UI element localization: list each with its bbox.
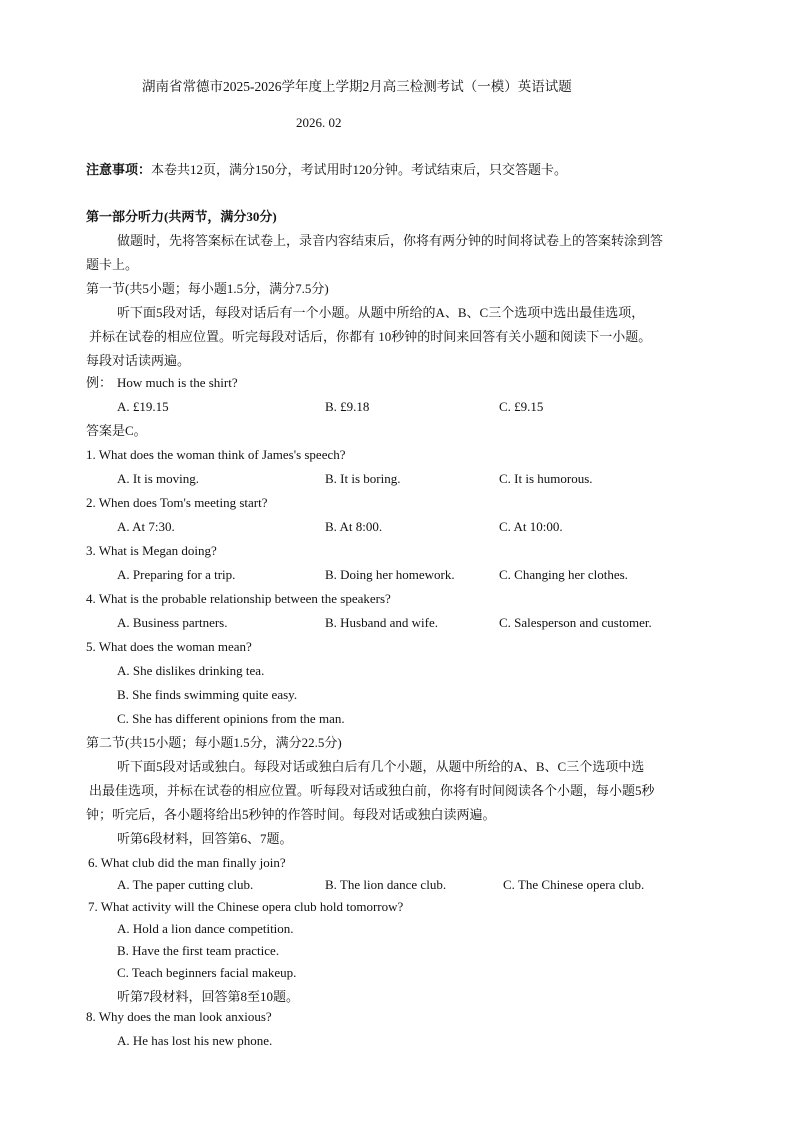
section1-instruction-line2: 并标在试卷的相应位置。听完每段对话后，你都有 10秒钟的时间来回答有关小题和阅读下一小题。: [89, 329, 652, 344]
question-6-option-c: C. The Chinese opera club.: [503, 877, 645, 892]
question-7-option-b: B. Have the first team practice.: [117, 943, 280, 958]
question-7: 7. What activity will the Chinese opera club hold tomorrow?: [88, 899, 404, 914]
example-option-c: C. £9.15: [499, 399, 544, 414]
question-5-option-b: B. She finds swimming quite easy.: [117, 687, 298, 702]
question-8-option-a: A. He has lost his new phone.: [117, 1033, 273, 1048]
exam-date: 2026. 02: [296, 115, 342, 130]
question-2-option-c: C. At 10:00.: [499, 519, 563, 534]
question-3-option-c: C. Changing her clothes.: [499, 567, 628, 582]
question-5-option-a: A. She dislikes drinking tea.: [117, 663, 265, 678]
section1-heading: 第一节(共5小题；每小题1.5分，满分7.5分): [86, 281, 329, 296]
question-2-option-b: B. At 8:00.: [325, 519, 383, 534]
question-5-option-c: C. She has different opinions from the man.: [117, 711, 345, 726]
question-6-option-b: B. The lion dance club.: [325, 877, 447, 892]
question-4-option-c: C. Salesperson and customer.: [499, 615, 652, 630]
question-7-option-c: C. Teach beginners facial makeup.: [117, 965, 297, 980]
exam-title: 湖南省常德市2025-2026学年度上学期2月高三检测考试（一模）英语试题: [142, 79, 572, 94]
section2-instruction-line2: 出最佳选项，并标在试卷的相应位置。听每段对话或独白前，你将有时间阅读各个小题，每小题5秒: [89, 783, 655, 798]
question-2: 2. When does Tom's meeting start?: [86, 495, 268, 510]
section2-instruction-line3: 钟；听完后，各小题将给出5秒钟的作答时间。每段对话或独白读两遍。: [86, 807, 496, 822]
question-3-option-a: A. Preparing for a trip.: [117, 567, 236, 582]
example-option-b: B. £9.18: [325, 399, 370, 414]
section2-heading: 第二节(共15小题；每小题1.5分，满分22.5分): [86, 735, 342, 750]
question-3-option-b: B. Doing her homework.: [325, 567, 455, 582]
material-6-instruction: 听第6段材料，回答第6、7题。: [117, 831, 293, 846]
question-4-option-a: A. Business partners.: [117, 615, 228, 630]
notice-text: 本卷共12页，满分150分，考试用时120分钟。考试结束后，只交答题卡。: [151, 162, 568, 177]
section2-instruction-line1: 听下面5段对话或独白。每段对话或独白后有几个小题，从题中所给的A、B、C三个选项中选: [117, 759, 645, 774]
example-label: 例：: [86, 375, 113, 390]
section1-instruction-line1: 听下面5段对话，每段对话后有一个小题。从题中所给的A、B、C三个选项中选出最佳选项，: [117, 305, 645, 320]
question-7-option-a: A. Hold a lion dance competition.: [117, 921, 294, 936]
notice-line: [86, 162, 567, 178]
question-4: 4. What is the probable relationship between the speakers?: [86, 591, 391, 606]
example-question: How much is the shirt?: [117, 375, 238, 390]
part1-heading: 第一部分听力(共两节，满分30分): [86, 209, 277, 224]
notice-label: 注意事项：: [86, 162, 152, 177]
question-2-option-a: A. At 7:30.: [117, 519, 175, 534]
question-5: 5. What does the woman mean?: [86, 639, 252, 654]
question-4-option-b: B. Husband and wife.: [325, 615, 439, 630]
question-3: 3. What is Megan doing?: [86, 543, 217, 558]
question-1-option-c: C. It is humorous.: [499, 471, 593, 486]
part1-intro-line2: 题卡上。: [86, 257, 139, 272]
question-6-option-a: A. The paper cutting club.: [117, 877, 254, 892]
question-1: 1. What does the woman think of James's speech?: [86, 447, 346, 462]
question-1-option-b: B. It is boring.: [325, 471, 401, 486]
example-answer-note: 答案是C。: [86, 423, 147, 438]
question-1-option-a: A. It is moving.: [117, 471, 199, 486]
question-6: 6. What club did the man finally join?: [88, 855, 286, 870]
section1-instruction-line3: 每段对话读两遍。: [86, 353, 191, 368]
example-option-a: A. £19.15: [117, 399, 169, 414]
part1-intro-line1: 做题时，先将答案标在试卷上，录音内容结束后，你将有两分钟的时间将试卷上的答案转涂到答: [117, 233, 664, 248]
material-7-instruction: 听第7段材料，回答第8至10题。: [117, 989, 300, 1004]
question-8: 8. Why does the man look anxious?: [86, 1009, 272, 1024]
